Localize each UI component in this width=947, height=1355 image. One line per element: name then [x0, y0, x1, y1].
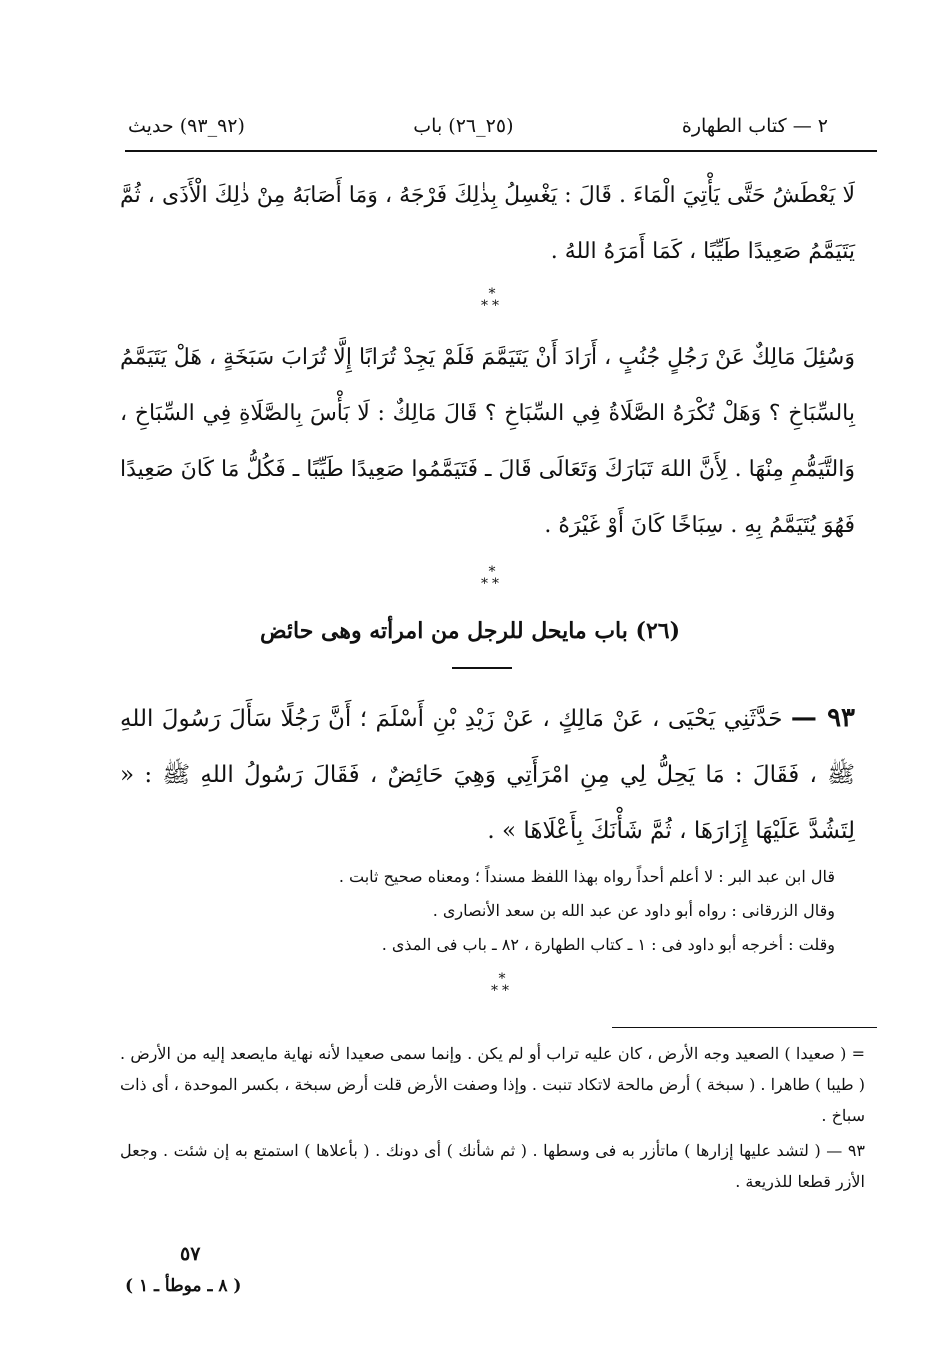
paragraph-1: لَا يَعْطَشُ حَتَّى يَأْتِيَ الْمَاءَ . قَالَ : يَغْسِلُ بِذٰلِكَ فَرْجَهُ ، وَمَا أَصَابَهُ مِنْ ذٰلِكَ الْأَذَى ، ثُمَّ يَتَيَمَّمُ صَعِيدًا طَيِّبًا ، كَمَا أَمَرَهُ اللهُ . [120, 183, 855, 264]
header-book-title: ٢ — كتاب الطهارة [681, 115, 828, 137]
paragraph-2: وَسُئِلَ مَالِكٌ عَنْ رَجُلٍ جُنُبٍ ، أَرَادَ أَنْ يَتَيَمَّمَ فَلَمْ يَجِدْ تُرَابًا إِلَّا تُرَابَ سَبَخَةٍ ، هَلْ يَتَيَمَّمُ بِالسِّبَاخِ ؟ وَهَلْ تُكْرَهُ الصَّلَاةُ فِي السِّبَاخِ ؟ قَالَ مَالِكٌ : لَا بَأْسَ بِالصَّلَاةِ فِي السِّبَاخِ ، وَالتَّيَمُّمِ مِنْهَا . لِأَنَّ اللهَ تَبَارَكَ وَتَعَالَى قَالَ ـ فَتَيَمَّمُوا صَعِيدًا طَيِّبًا ـ فَكُلُّ مَا كَانَ صَعِيدًا فَهُوَ يُتَيَمَّمُ بِهِ . سِبَاخًا كَانَ أَوْ غَيْرَهُ . [120, 345, 855, 538]
running-header [128, 108, 828, 144]
footnote-2: ٩٣ — ( لتشد عليها إزارها ) ماتأزر به فى وسطها . ( ثم شأنك ) أى دونك . ( بأعلاها ) استمتع به إن شئت . وجعل الأزر قطعا للذريعة . [120, 1141, 865, 1191]
footnotes [120, 1038, 865, 1197]
star-separator: * ** [481, 286, 503, 314]
header-hadith-range: (٩٢_٩٣) حديث [128, 115, 245, 137]
header-chapter-range: (٢٥_٢٦) باب [413, 115, 514, 137]
signature-mark: ( ٨ ـ موطأ ـ ١ ) [125, 1276, 242, 1296]
heading-rule [452, 667, 512, 669]
header-rule [125, 150, 877, 152]
star-separator: * ** [481, 564, 503, 592]
hadith-93 [120, 690, 855, 859]
hadith-number: ٩٣ — [790, 703, 855, 733]
footnote-rule [612, 1027, 877, 1028]
commentary-notes [215, 860, 835, 962]
chapter-heading: (٢٦) باب مايحل للرجل من امرأته وهى حائض [259, 618, 681, 644]
page-number: ٥٧ [180, 1243, 201, 1265]
footnote-1: = ( صعيدا ) الصعيد وجه الأرض ، كان عليه تراب أو لم يكن . وإنما سمى صعيدا لأنه نهاية مايصعد إليه من الأرض . ( طيبا ) طاهرا . ( سبخة ) أرض مالحة لاتكاد تنبت . وإذا وصفت الأرض قلت أرض سبخة ، بكسر الموحدة ، أى ذات سباخ . [120, 1044, 865, 1125]
star-separator: * ** [491, 971, 513, 999]
hadith-text: حَدَّثَنِي يَحْيَى ، عَنْ مَالِكٍ ، عَنْ زَيْدِ بْنِ أَسْلَمَ ؛ أَنَّ رَجُلًا سَأَلَ رَسُولَ اللهِ ﷺ ، فَقَالَ : مَا يَحِلُّ لِي مِنِ امْرَأَتِي وَهِيَ حَائِضٌ ، فَقَالَ رَسُولُ اللهِ ﷺ : « لِتَشُدَّ عَلَيْهَا إِزَارَهَا ، ثُمَّ شَأْنَكَ بِأَعْلَاهَا » . [120, 706, 855, 844]
note-line: قال ابن عبد البر : لا أعلم أحداً رواه بهذا اللفظ مسنداً ؛ ومعناه صحيح ثابت . [338, 867, 835, 886]
note-line: وقلت : أخرجه أبو داود فى : ١ ـ كتاب الطهارة ، ٨٢ ـ باب فى المذى . [381, 935, 835, 954]
note-line: وقال الزرقانى : رواه أبو داود عن عبد الله بن سعد الأنصارى . [432, 901, 835, 920]
